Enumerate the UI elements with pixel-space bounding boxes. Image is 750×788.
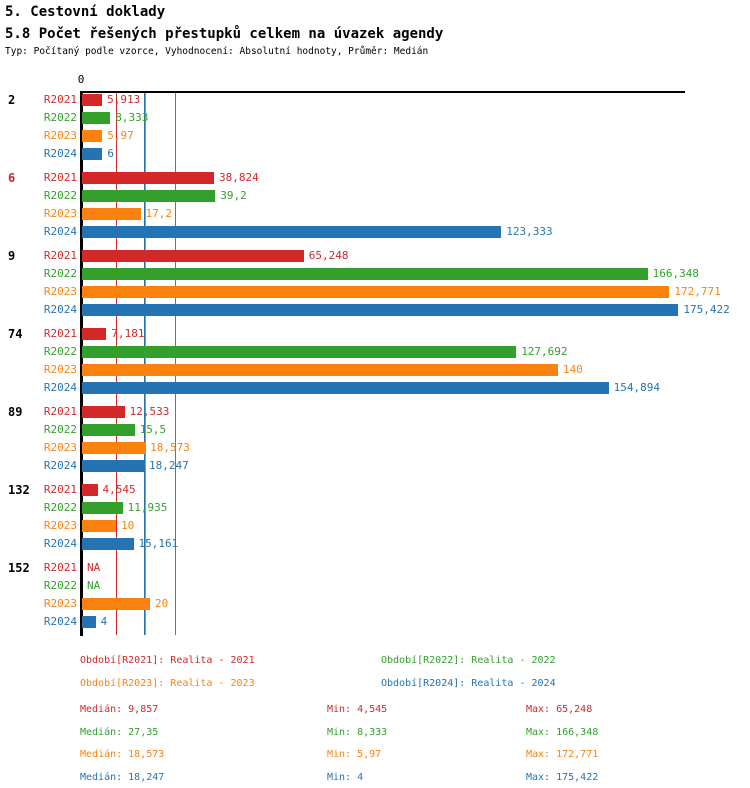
- bar-value-label: 6: [107, 147, 115, 160]
- series-label-r2024: R2024: [43, 615, 77, 628]
- series-label-r2023: R2023: [43, 519, 77, 532]
- series-label-r2021: R2021: [43, 249, 77, 262]
- group-label-132: 132: [8, 483, 30, 497]
- bar-9-r2024: [82, 304, 678, 316]
- series-label-r2023: R2023: [43, 441, 77, 454]
- bar-2-r2021: [82, 94, 102, 106]
- bar-value-label: 18,247: [149, 459, 189, 472]
- bar-6-r2024: [82, 226, 501, 238]
- stat-median-r2022: Medián: 27,35: [80, 727, 159, 738]
- stat-median-r2024: Medián: 18,247: [80, 772, 165, 783]
- bar-89-r2021: [82, 406, 125, 418]
- group-label-6: 6: [8, 171, 16, 185]
- bar-132-r2024: [82, 538, 134, 550]
- legend-item-r2024: Období[R2024]: Realita - 2024: [381, 678, 556, 689]
- series-label-r2022: R2022: [43, 189, 77, 202]
- stat-median-r2023: Medián: 18,573: [80, 749, 165, 760]
- bar-value-label: 5,913: [107, 93, 141, 106]
- bar-value-label: 65,248: [308, 249, 349, 262]
- group-label-152: 152: [8, 561, 30, 575]
- series-label-r2021: R2021: [43, 483, 77, 496]
- bar-6-r2023: [82, 208, 141, 220]
- series-label-r2023: R2023: [43, 207, 77, 220]
- bar-6-r2021: [82, 172, 214, 184]
- series-label-r2023: R2023: [43, 129, 77, 142]
- bar-value-label: NA: [87, 579, 101, 592]
- bar-value-label: 12,533: [129, 405, 170, 418]
- legend-item-r2023: Období[R2023]: Realita - 2023: [80, 678, 255, 689]
- series-label-r2021: R2021: [43, 171, 77, 184]
- bar-value-label: 5,97: [107, 129, 134, 142]
- chart-subtitle: Typ: Počítaný podle vzorce, Vyhodnocení: Absolutní hodnoty, Průměr: Medián: [5, 46, 429, 57]
- bar-9-r2022: [82, 268, 648, 280]
- stat-median-r2021: Medián: 9,857: [80, 704, 159, 715]
- bar-value-label: 7,181: [111, 327, 145, 340]
- group-label-9: 9: [8, 249, 16, 263]
- bar-89-r2022: [82, 424, 135, 436]
- bar-value-label: 172,771: [674, 285, 721, 298]
- bar-2-r2024: [82, 148, 102, 160]
- legend-item-r2021: Období[R2021]: Realita - 2021: [80, 655, 255, 666]
- bar-value-label: 17,2: [145, 207, 172, 220]
- x-axis-zero-tick-label: 0: [77, 73, 85, 86]
- series-label-r2021: R2021: [43, 327, 77, 340]
- bar-152-r2023: [82, 598, 150, 610]
- bar-value-label: 38,824: [219, 171, 259, 184]
- bar-2-r2022: [82, 112, 110, 124]
- bar-value-label: 11,935: [127, 501, 168, 514]
- bar-9-r2023: [82, 286, 669, 298]
- series-label-r2021: R2021: [43, 405, 77, 418]
- bar-132-r2021: [82, 484, 98, 496]
- series-label-r2023: R2023: [43, 363, 77, 376]
- series-label-r2024: R2024: [43, 303, 77, 316]
- bar-value-label: 8,333: [115, 111, 149, 124]
- bar-value-label: 39,2: [220, 189, 247, 202]
- series-label-r2022: R2022: [43, 267, 77, 280]
- stat-max-r2023: Max: 172,771: [526, 749, 599, 760]
- series-label-r2022: R2022: [43, 111, 77, 124]
- bar-9-r2021: [82, 250, 304, 262]
- bar-value-label: 15,5: [139, 423, 167, 436]
- series-label-r2021: R2021: [43, 561, 77, 574]
- group-label-89: 89: [8, 405, 23, 419]
- stat-max-r2021: Max: 65,248: [526, 704, 593, 715]
- bar-value-label: 10: [121, 519, 135, 532]
- bar-value-label: 20: [155, 597, 169, 610]
- series-label-r2022: R2022: [43, 501, 77, 514]
- bar-value-label: 166,348: [652, 267, 699, 280]
- series-label-r2021: R2021: [43, 93, 77, 106]
- series-label-r2023: R2023: [43, 285, 77, 298]
- bar-74-r2022: [82, 346, 516, 358]
- bar-value-label: NA: [87, 561, 101, 574]
- group-label-2: 2: [8, 93, 16, 107]
- chart-title: 5.8 Počet řešených přestupků celkem na úvazek agendy: [5, 26, 444, 42]
- stat-min-r2023: Min: 5,97: [327, 749, 382, 760]
- series-label-r2024: R2024: [43, 537, 77, 550]
- bar-value-label: 140: [563, 363, 583, 376]
- bar-74-r2024: [82, 382, 609, 394]
- stat-max-r2024: Max: 175,422: [526, 772, 599, 783]
- bar-2-r2023: [82, 130, 102, 142]
- series-label-r2022: R2022: [43, 579, 77, 592]
- stat-min-r2022: Min: 8,333: [327, 727, 388, 738]
- group-label-74: 74: [8, 327, 23, 341]
- bar-value-label: 15,161: [138, 537, 179, 550]
- bar-132-r2022: [82, 502, 123, 514]
- bar-value-label: 175,422: [683, 303, 730, 316]
- bar-89-r2024: [82, 460, 144, 472]
- series-label-r2022: R2022: [43, 423, 77, 436]
- bar-value-label: 18,573: [150, 441, 190, 454]
- bar-value-label: 4: [100, 615, 108, 628]
- series-label-r2023: R2023: [43, 597, 77, 610]
- series-label-r2024: R2024: [43, 147, 77, 160]
- bar-152-r2024: [82, 616, 96, 628]
- bar-89-r2023: [82, 442, 145, 454]
- stat-min-r2021: Min: 4,545: [327, 704, 388, 715]
- series-label-r2024: R2024: [43, 459, 77, 472]
- legend-item-r2022: Období[R2022]: Realita - 2022: [381, 655, 556, 666]
- series-label-r2024: R2024: [43, 225, 77, 238]
- series-label-r2024: R2024: [43, 381, 77, 394]
- bar-value-label: 154,894: [613, 381, 660, 394]
- bar-132-r2023: [82, 520, 116, 532]
- bar-74-r2023: [82, 364, 558, 376]
- bar-74-r2021: [82, 328, 106, 340]
- stat-max-r2022: Max: 166,348: [526, 727, 599, 738]
- bar-value-label: 127,692: [521, 345, 568, 358]
- stat-min-r2024: Min: 4: [327, 772, 364, 783]
- bar-value-label: 4,545: [102, 483, 136, 496]
- series-label-r2022: R2022: [43, 345, 77, 358]
- report-section-title: 5. Cestovní doklady: [5, 4, 166, 20]
- x-axis-line: [80, 91, 685, 93]
- bar-6-r2022: [82, 190, 215, 202]
- bar-value-label: 123,333: [506, 225, 553, 238]
